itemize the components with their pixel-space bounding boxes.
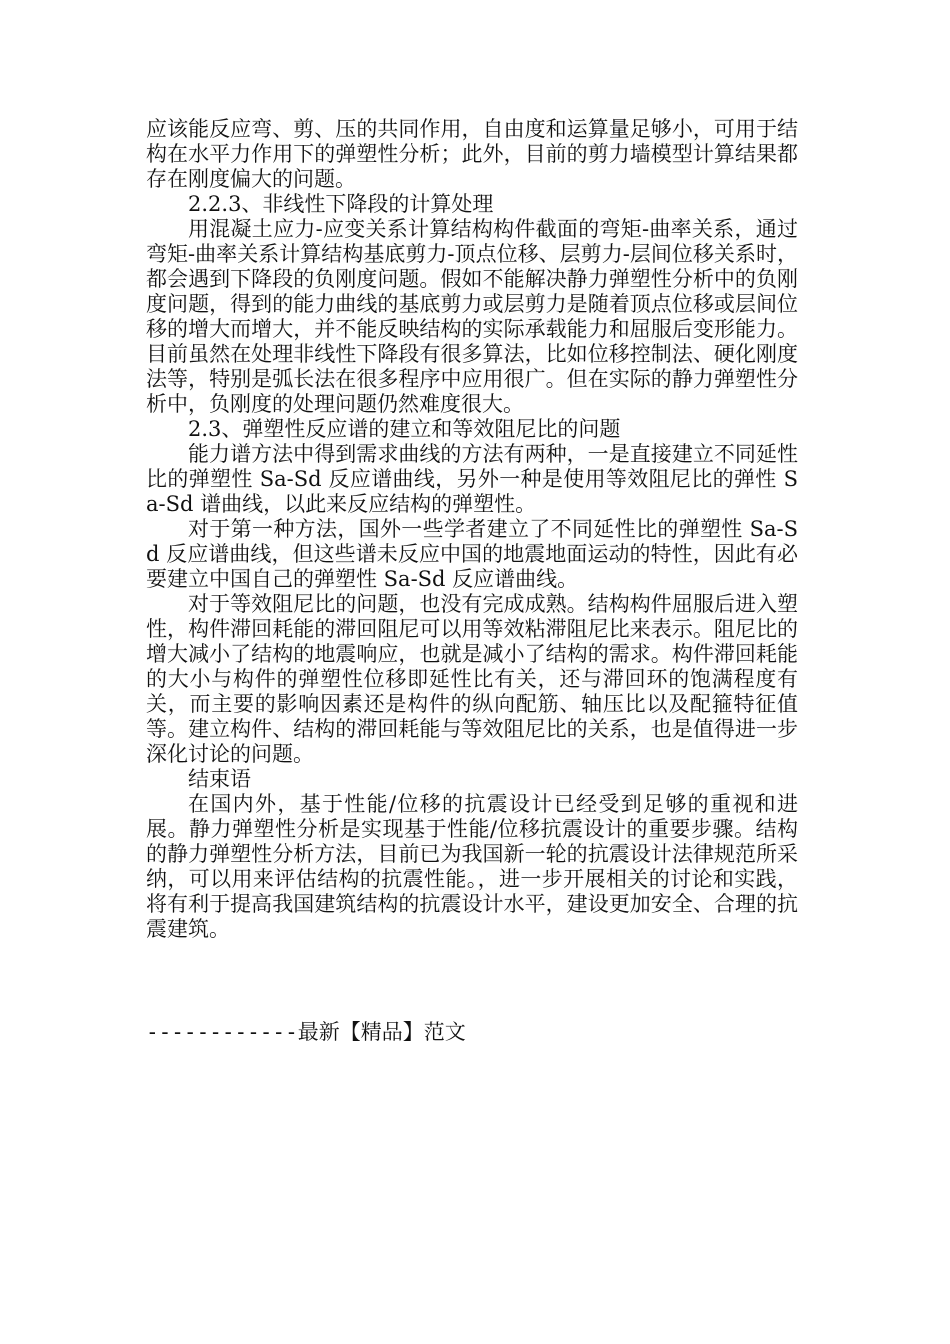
section-heading-2-3: 2.3、弹塑性反应谱的建立和等效阻尼比的问题 — [188, 417, 621, 441]
section-heading-2-2-3: 2.2.3、非线性下降段的计算处理 — [188, 192, 494, 216]
document-body — [146, 117, 798, 942]
paragraph-capacity-spectrum: 能力谱方法中得到需求曲线的方法有两种，一是直接建立不同延性比的弹塑性 Sa-Sd 反应谱曲线，另外一种是使用等效阻尼比的弹性 Sa-Sd 谱曲线，以此来反应结构的弹塑性。 — [146, 442, 798, 516]
section-heading-conclusion: 结束语 — [188, 767, 251, 791]
footer-label: ------------最新【精品】范文 — [146, 1020, 466, 1044]
paragraph-negative-stiffness: 用混凝土应力-应变关系计算结构构件截面的弯矩-曲率关系，通过弯矩-曲率关系计算结构基底剪力-顶点位移、层剪力-层间位移关系时，都会遇到下降段的负刚度问题。假如不能解决静力弹塑性分析中的负刚度问题，得到的能力曲线的基底剪力或层剪力是随着顶点位移或层间位移的增大而增大，并不能反映结构的实际承载能力和屈服后变形能力。目前虽然在处理非线性下降段有很多算法，比如位移控制法、硬化刚度法等，特别是弧长法在很多程序中应用很广。但在实际的静力弹塑性分析中，负刚度的处理问题仍然难度很大。 — [146, 217, 798, 416]
paragraph-equivalent-damping: 对于等效阻尼比的问题，也没有完成成熟。结构构件屈服后进入塑性，构件滞回耗能的滞回阻尼可以用等效粘滞阻尼比来表示。阻尼比的增大减小了结构的地震响应，也就是减小了结构的需求。构件滞回耗能的大小与构件的弹塑性位移即延性比有关，还与滞回环的饱满程度有关，而主要的影响因素还是构件的纵向配筋、轴压比以及配箍特征值等。建立构件、结构的滞回耗能与等效阻尼比的关系，也是值得进一步深化讨论的问题。 — [146, 592, 798, 766]
paragraph-conclusion: 在国内外，基于性能/位移的抗震设计已经受到足够的重视和进展。静力弹塑性分析是实现基于性能/位移抗震设计的重要步骤。结构的静力弹塑性分析方法，目前已为我国新一轮的抗震设计法律规范所采纳，可以用来评估结构的抗震性能。，进一步开展相关的讨论和实践，将有利于提高我国建筑结构的抗震设计水平，建设更加安全、合理的抗震建筑。 — [146, 792, 798, 941]
paragraph-first-method: 对于第一种方法，国外一些学者建立了不同延性比的弹塑性 Sa-Sd 反应谱曲线，但这些谱未反应中国的地震地面运动的特性，因此有必要建立中国自己的弹塑性 Sa-Sd 反应谱曲线。 — [146, 517, 798, 591]
paragraph-continued: 应该能反应弯、剪、压的共同作用，自由度和运算量足够小，可用于结构在水平力作用下的弹塑性分析；此外，目前的剪力墙模型计算结果都存在刚度偏大的问题。 — [146, 117, 798, 191]
